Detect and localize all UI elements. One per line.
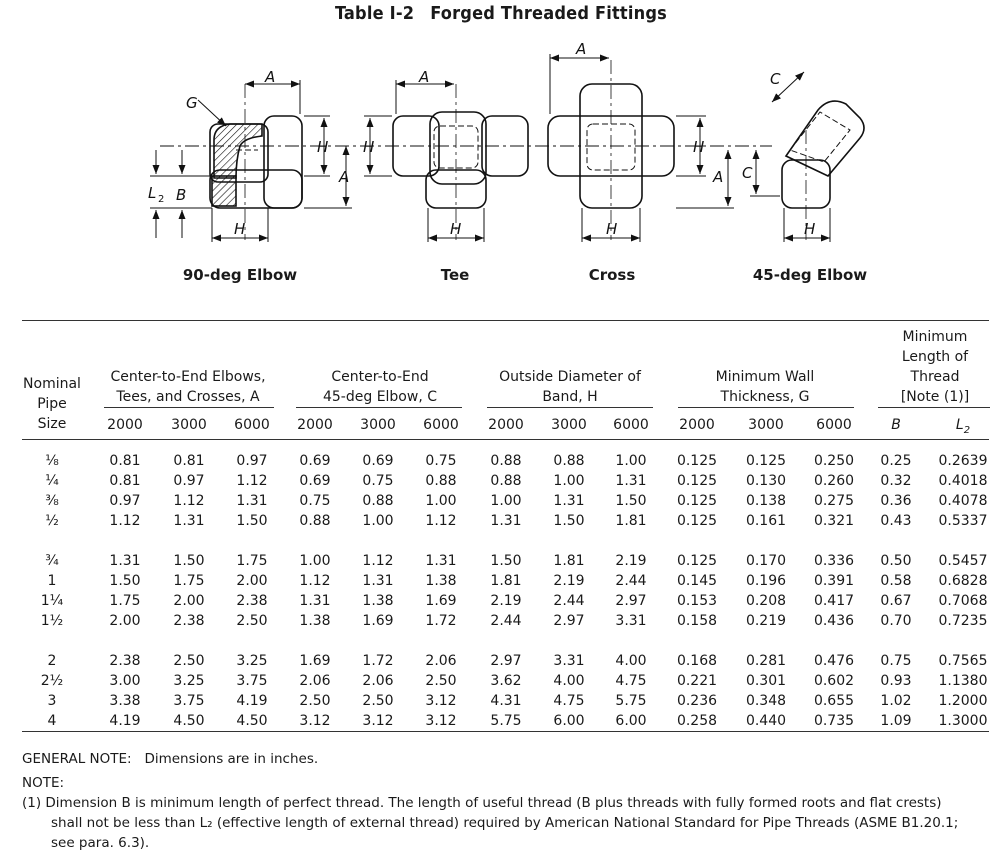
dim-a-elbow: A (265, 68, 276, 86)
table-cell: 1.50 (490, 553, 522, 569)
table-cell: 0.275 (813, 493, 855, 509)
table-cell: 0.125 (676, 513, 718, 529)
table-cell: 0.58 (880, 573, 912, 589)
table-cell: 0.69 (299, 453, 331, 469)
table-cell: 0.258 (676, 713, 718, 729)
table-cell: 0.655 (813, 693, 855, 709)
table-cell: 3.38 (109, 693, 141, 709)
elbow-90-drawing (210, 116, 302, 208)
class-header: 2000 (107, 417, 143, 433)
table-cell: 6.00 (553, 713, 585, 729)
table-cell: 0.391 (813, 573, 855, 589)
table-cell: 0.219 (745, 613, 787, 629)
table-cell: 0.125 (676, 493, 718, 509)
table-cell: 0.236 (676, 693, 718, 709)
table-cell: 0.4018 (938, 473, 988, 489)
table-cell: 1.00 (553, 473, 585, 489)
table-cell: 0.145 (676, 573, 718, 589)
table-row-size: 1 (47, 573, 57, 589)
table-row-size: ¼ (45, 473, 59, 489)
table-cell: 2.19 (615, 553, 647, 569)
table-cell: 3.62 (490, 673, 522, 689)
table-cell: 0.125 (676, 453, 718, 469)
table-cell: 1.75 (236, 553, 268, 569)
class-header: 6000 (816, 417, 852, 433)
table-cell: 0.88 (362, 493, 394, 509)
table-cell: 0.348 (745, 693, 787, 709)
table-cell: 2.19 (490, 593, 522, 609)
table-cell: 1.31 (362, 573, 394, 589)
table-cell: 0.336 (813, 553, 855, 569)
class-header: 2000 (488, 417, 524, 433)
dim-h-cross: H (606, 220, 618, 238)
table-cell: 1.12 (362, 553, 394, 569)
table-row-size: 1½ (40, 613, 64, 629)
table-cell: 0.81 (109, 473, 141, 489)
dim-g: G (186, 94, 198, 112)
thread-col-header: $L_2$ (955, 417, 971, 436)
table-cell: 0.75 (299, 493, 331, 509)
table-cell: 1.69 (362, 613, 394, 629)
dim-l2: L (148, 184, 157, 202)
table-cell: 3.12 (425, 713, 457, 729)
dim-h-cross-side: H (693, 138, 705, 156)
table-cell: 1.38 (362, 593, 394, 609)
table-cell: 1.00 (362, 513, 394, 529)
table-cell: 1.31 (109, 553, 141, 569)
table-cell: 1.31 (299, 593, 331, 609)
table-cell: 0.25 (880, 453, 912, 469)
dim-h-tee-side: H (363, 138, 375, 156)
table-cell: 0.281 (745, 653, 787, 669)
table-cell: 3.75 (236, 673, 268, 689)
table-cell: 0.440 (745, 713, 787, 729)
table-cell: 3.25 (236, 653, 268, 669)
table-cell: 3.12 (299, 713, 331, 729)
note-1: (1) Dimension B is minimum length of perfect thread. The length of useful thread (B plus threads with fully formed roots and flat crests) shall not be less than L₂ (effective length of external thread) required by American National Standard for Pipe Threads (ASME B1.20.1; see para. 6.3). (22, 795, 959, 851)
dim-h-45: H (804, 220, 816, 238)
table-cell: 0.153 (676, 593, 718, 609)
table-cell: 4.19 (236, 693, 268, 709)
table-cell: 2.38 (173, 613, 205, 629)
table-cell: 1.69 (425, 593, 457, 609)
table-cell: 2.50 (362, 693, 394, 709)
caption-45-elbow: 45-deg Elbow (752, 266, 868, 284)
table-cell: 0.75 (362, 473, 394, 489)
dim-h-elbow-side: H (317, 138, 329, 156)
table-cell: 1.31 (553, 493, 585, 509)
table-cell: 1.00 (490, 493, 522, 509)
table-cell: 4.50 (236, 713, 268, 729)
table-cell: 1.02 (880, 693, 912, 709)
table-cell: 1.81 (615, 513, 647, 529)
table-cell: 2.00 (109, 613, 141, 629)
table-cell: 0.476 (813, 653, 855, 669)
table-header-rule (22, 439, 989, 440)
class-header: 3000 (360, 417, 396, 433)
table-cell: 0.36 (880, 493, 912, 509)
tee-drawing (393, 112, 528, 208)
table-cell: 0.168 (676, 653, 718, 669)
table-cell: 2.06 (425, 653, 457, 669)
table-cell: 0.50 (880, 553, 912, 569)
header-center-to-end-45: Center-to-End 45-deg Elbow, C (322, 369, 438, 405)
table-cell: 4.00 (553, 673, 585, 689)
table-cell: 1.50 (236, 513, 268, 529)
fittings-figure (0, 30, 1002, 262)
table-cell: 0.602 (813, 673, 855, 689)
table-cell: 2.44 (615, 573, 647, 589)
table-cell: 2.38 (109, 653, 141, 669)
table-cell: 0.7068 (938, 593, 988, 609)
table-cell: 0.125 (676, 473, 718, 489)
table-cell: 1.72 (425, 613, 457, 629)
table-cell: 0.208 (745, 593, 787, 609)
table-cell: 1.31 (236, 493, 268, 509)
caption-tee: Tee (440, 266, 470, 284)
table-cell: 0.260 (813, 473, 855, 489)
table-cell: 3.25 (173, 673, 205, 689)
table-cell: 1.00 (299, 553, 331, 569)
table-cell: 4.75 (615, 673, 647, 689)
thread-col-header: B (891, 417, 901, 433)
table-cell: 0.170 (745, 553, 787, 569)
table-cell: 0.735 (813, 713, 855, 729)
table-cell: 2.00 (236, 573, 268, 589)
table-cell: 0.125 (676, 553, 718, 569)
table-row-size: 2½ (40, 673, 64, 689)
table-cell: 1.81 (490, 573, 522, 589)
dim-a-cross-side: A (713, 168, 724, 186)
table-cell: 0.7235 (938, 613, 988, 629)
class-header: 2000 (297, 417, 333, 433)
table-cell: 1.31 (490, 513, 522, 529)
class-header: 3000 (551, 417, 587, 433)
table-cell: 1.38 (425, 573, 457, 589)
table-cell: 4.50 (173, 713, 205, 729)
table-row-size: 4 (47, 713, 57, 729)
table-cell: 6.00 (615, 713, 647, 729)
table-cell: 0.67 (880, 593, 912, 609)
table-cell: 2.38 (236, 593, 268, 609)
table-cell: 4.19 (109, 713, 141, 729)
dim-h-tee: H (450, 220, 462, 238)
table-cell: 0.69 (299, 473, 331, 489)
table-cell: 1.72 (362, 653, 394, 669)
dim-c-45: C (742, 164, 753, 182)
table-cell: 1.75 (173, 573, 205, 589)
table-row-size: ½ (45, 513, 59, 529)
header-min-wall: Minimum Wall Thickness, G (715, 369, 815, 405)
elbow-45-drawing (782, 101, 864, 208)
table-cell: 0.97 (173, 473, 205, 489)
table-cell: 0.5337 (938, 513, 988, 529)
table-cell: 1.69 (299, 653, 331, 669)
table-cell: 0.125 (745, 453, 787, 469)
table-cell: 1.81 (553, 553, 585, 569)
table-cell: 2.97 (615, 593, 647, 609)
dim-c-45-diag: C (770, 70, 781, 88)
table-cell: 0.161 (745, 513, 787, 529)
table-cell: 1.12 (109, 513, 141, 529)
table-cell: 3.00 (109, 673, 141, 689)
table-cell: 0.81 (173, 453, 205, 469)
table-cell: 3.75 (173, 693, 205, 709)
table-cell: 0.5457 (938, 553, 988, 569)
table-cell: 1.2000 (938, 693, 988, 709)
table-cell: 4.31 (490, 693, 522, 709)
table-cell: 3.31 (553, 653, 585, 669)
table-cell: 2.06 (362, 673, 394, 689)
table-cell: 0.88 (425, 473, 457, 489)
header-nominal: Nominal Pipe Size (23, 376, 81, 432)
table-cell: 1.50 (615, 493, 647, 509)
table-cell: 0.250 (813, 453, 855, 469)
table-cell: 0.158 (676, 613, 718, 629)
table-cell: 2.44 (490, 613, 522, 629)
table-cell: 1.38 (299, 613, 331, 629)
dim-a-cross: A (576, 40, 587, 58)
general-note: GENERAL NOTE: Dimensions are in inches. (22, 751, 319, 767)
table-cell: 0.88 (490, 453, 522, 469)
table-cell: 0.130 (745, 473, 787, 489)
table-cell: 1.50 (553, 513, 585, 529)
caption-90-elbow: 90-deg Elbow (182, 266, 298, 284)
svg-text:2: 2 (158, 194, 165, 205)
table-cell: 0.88 (490, 473, 522, 489)
caption-cross: Cross (588, 266, 636, 284)
table-bottom-rule (22, 731, 989, 732)
table-cell: 0.301 (745, 673, 787, 689)
table-cell: 0.436 (813, 613, 855, 629)
table-number: Table I-2 (335, 3, 415, 24)
table-cell: 1.00 (425, 493, 457, 509)
table-cell: 0.221 (676, 673, 718, 689)
dim-b: B (176, 186, 187, 204)
table-cell: 2.97 (490, 653, 522, 669)
table-cell: 2.97 (553, 613, 585, 629)
table-cell: 1.12 (173, 493, 205, 509)
table-cell: 1.31 (173, 513, 205, 529)
table-cell: 3.31 (615, 613, 647, 629)
table-cell: 0.138 (745, 493, 787, 509)
table-cell: 4.75 (553, 693, 585, 709)
table-cell: 2.50 (173, 653, 205, 669)
table-cell: 2.44 (553, 593, 585, 609)
table-cell: 3.12 (362, 713, 394, 729)
table-row-size: 3 (47, 693, 57, 709)
table-cell: 1.31 (425, 553, 457, 569)
table-row-size: ¾ (45, 553, 59, 569)
class-header: 3000 (171, 417, 207, 433)
page-title (0, 3, 1002, 24)
table-cell: 2.06 (299, 673, 331, 689)
table-cell: 0.75 (425, 453, 457, 469)
table-top-rule (22, 320, 989, 321)
table-cell: 0.2639 (938, 453, 988, 469)
header-min-thread: Minimum Length of Thread [Note (1)] (900, 329, 970, 405)
table-cell: 2.00 (173, 593, 205, 609)
table-row-size: ⅜ (45, 493, 59, 509)
table-cell: 2.50 (299, 693, 331, 709)
table-cell: 0.32 (880, 473, 912, 489)
dim-a-elbow-side: A (339, 168, 350, 186)
table-cell: 4.00 (615, 653, 647, 669)
table-cell: 3.12 (425, 693, 457, 709)
table-cell: 0.81 (109, 453, 141, 469)
table-cell: 0.75 (880, 653, 912, 669)
table-cell: 0.4078 (938, 493, 988, 509)
table-title: Forged Threaded Fittings (430, 3, 667, 24)
table-cell: 0.88 (553, 453, 585, 469)
table-cell: 0.97 (236, 453, 268, 469)
table-row-size: ⅛ (45, 453, 59, 469)
table-row-size: 2 (47, 653, 57, 669)
table-cell: 0.93 (880, 673, 912, 689)
table-cell: 1.75 (109, 593, 141, 609)
table-row-size: 1¼ (40, 593, 64, 609)
table-cell: 0.97 (109, 493, 141, 509)
table-cell: 1.50 (109, 573, 141, 589)
table-cell: 1.12 (425, 513, 457, 529)
note-label: NOTE: (22, 775, 65, 791)
table-cell: 0.321 (813, 513, 855, 529)
class-header: 6000 (613, 417, 649, 433)
table-cell: 0.6828 (938, 573, 988, 589)
table-cell: 0.7565 (938, 653, 988, 669)
header-outside-diameter: Outside Diameter of Band, H (499, 369, 641, 405)
table-cell: 0.196 (745, 573, 787, 589)
table-cell: 2.19 (553, 573, 585, 589)
table-cell: 1.31 (615, 473, 647, 489)
dim-a-tee: A (419, 68, 430, 86)
table-cell: 0.88 (299, 513, 331, 529)
header-center-to-end-elbows: Center-to-End Elbows, Tees, and Crosses, A (110, 369, 266, 405)
table-cell: 1.09 (880, 713, 912, 729)
dim-h-elbow: H (234, 220, 246, 238)
table-cell: 5.75 (615, 693, 647, 709)
class-header: 6000 (423, 417, 459, 433)
table-cell: 2.50 (236, 613, 268, 629)
table-cell: 5.75 (490, 713, 522, 729)
table-cell: 1.12 (236, 473, 268, 489)
table-cell: 0.70 (880, 613, 912, 629)
class-header: 6000 (234, 417, 270, 433)
class-header: 3000 (748, 417, 784, 433)
class-header: 2000 (679, 417, 715, 433)
table-cell: 1.1380 (938, 673, 988, 689)
table-cell: 1.12 (299, 573, 331, 589)
table-cell: 1.3000 (938, 713, 988, 729)
table-cell: 1.00 (615, 453, 647, 469)
table-cell: 1.50 (173, 553, 205, 569)
table-cell: 0.417 (813, 593, 855, 609)
table-cell: 2.50 (425, 673, 457, 689)
table-cell: 0.43 (880, 513, 912, 529)
table-cell: 0.69 (362, 453, 394, 469)
